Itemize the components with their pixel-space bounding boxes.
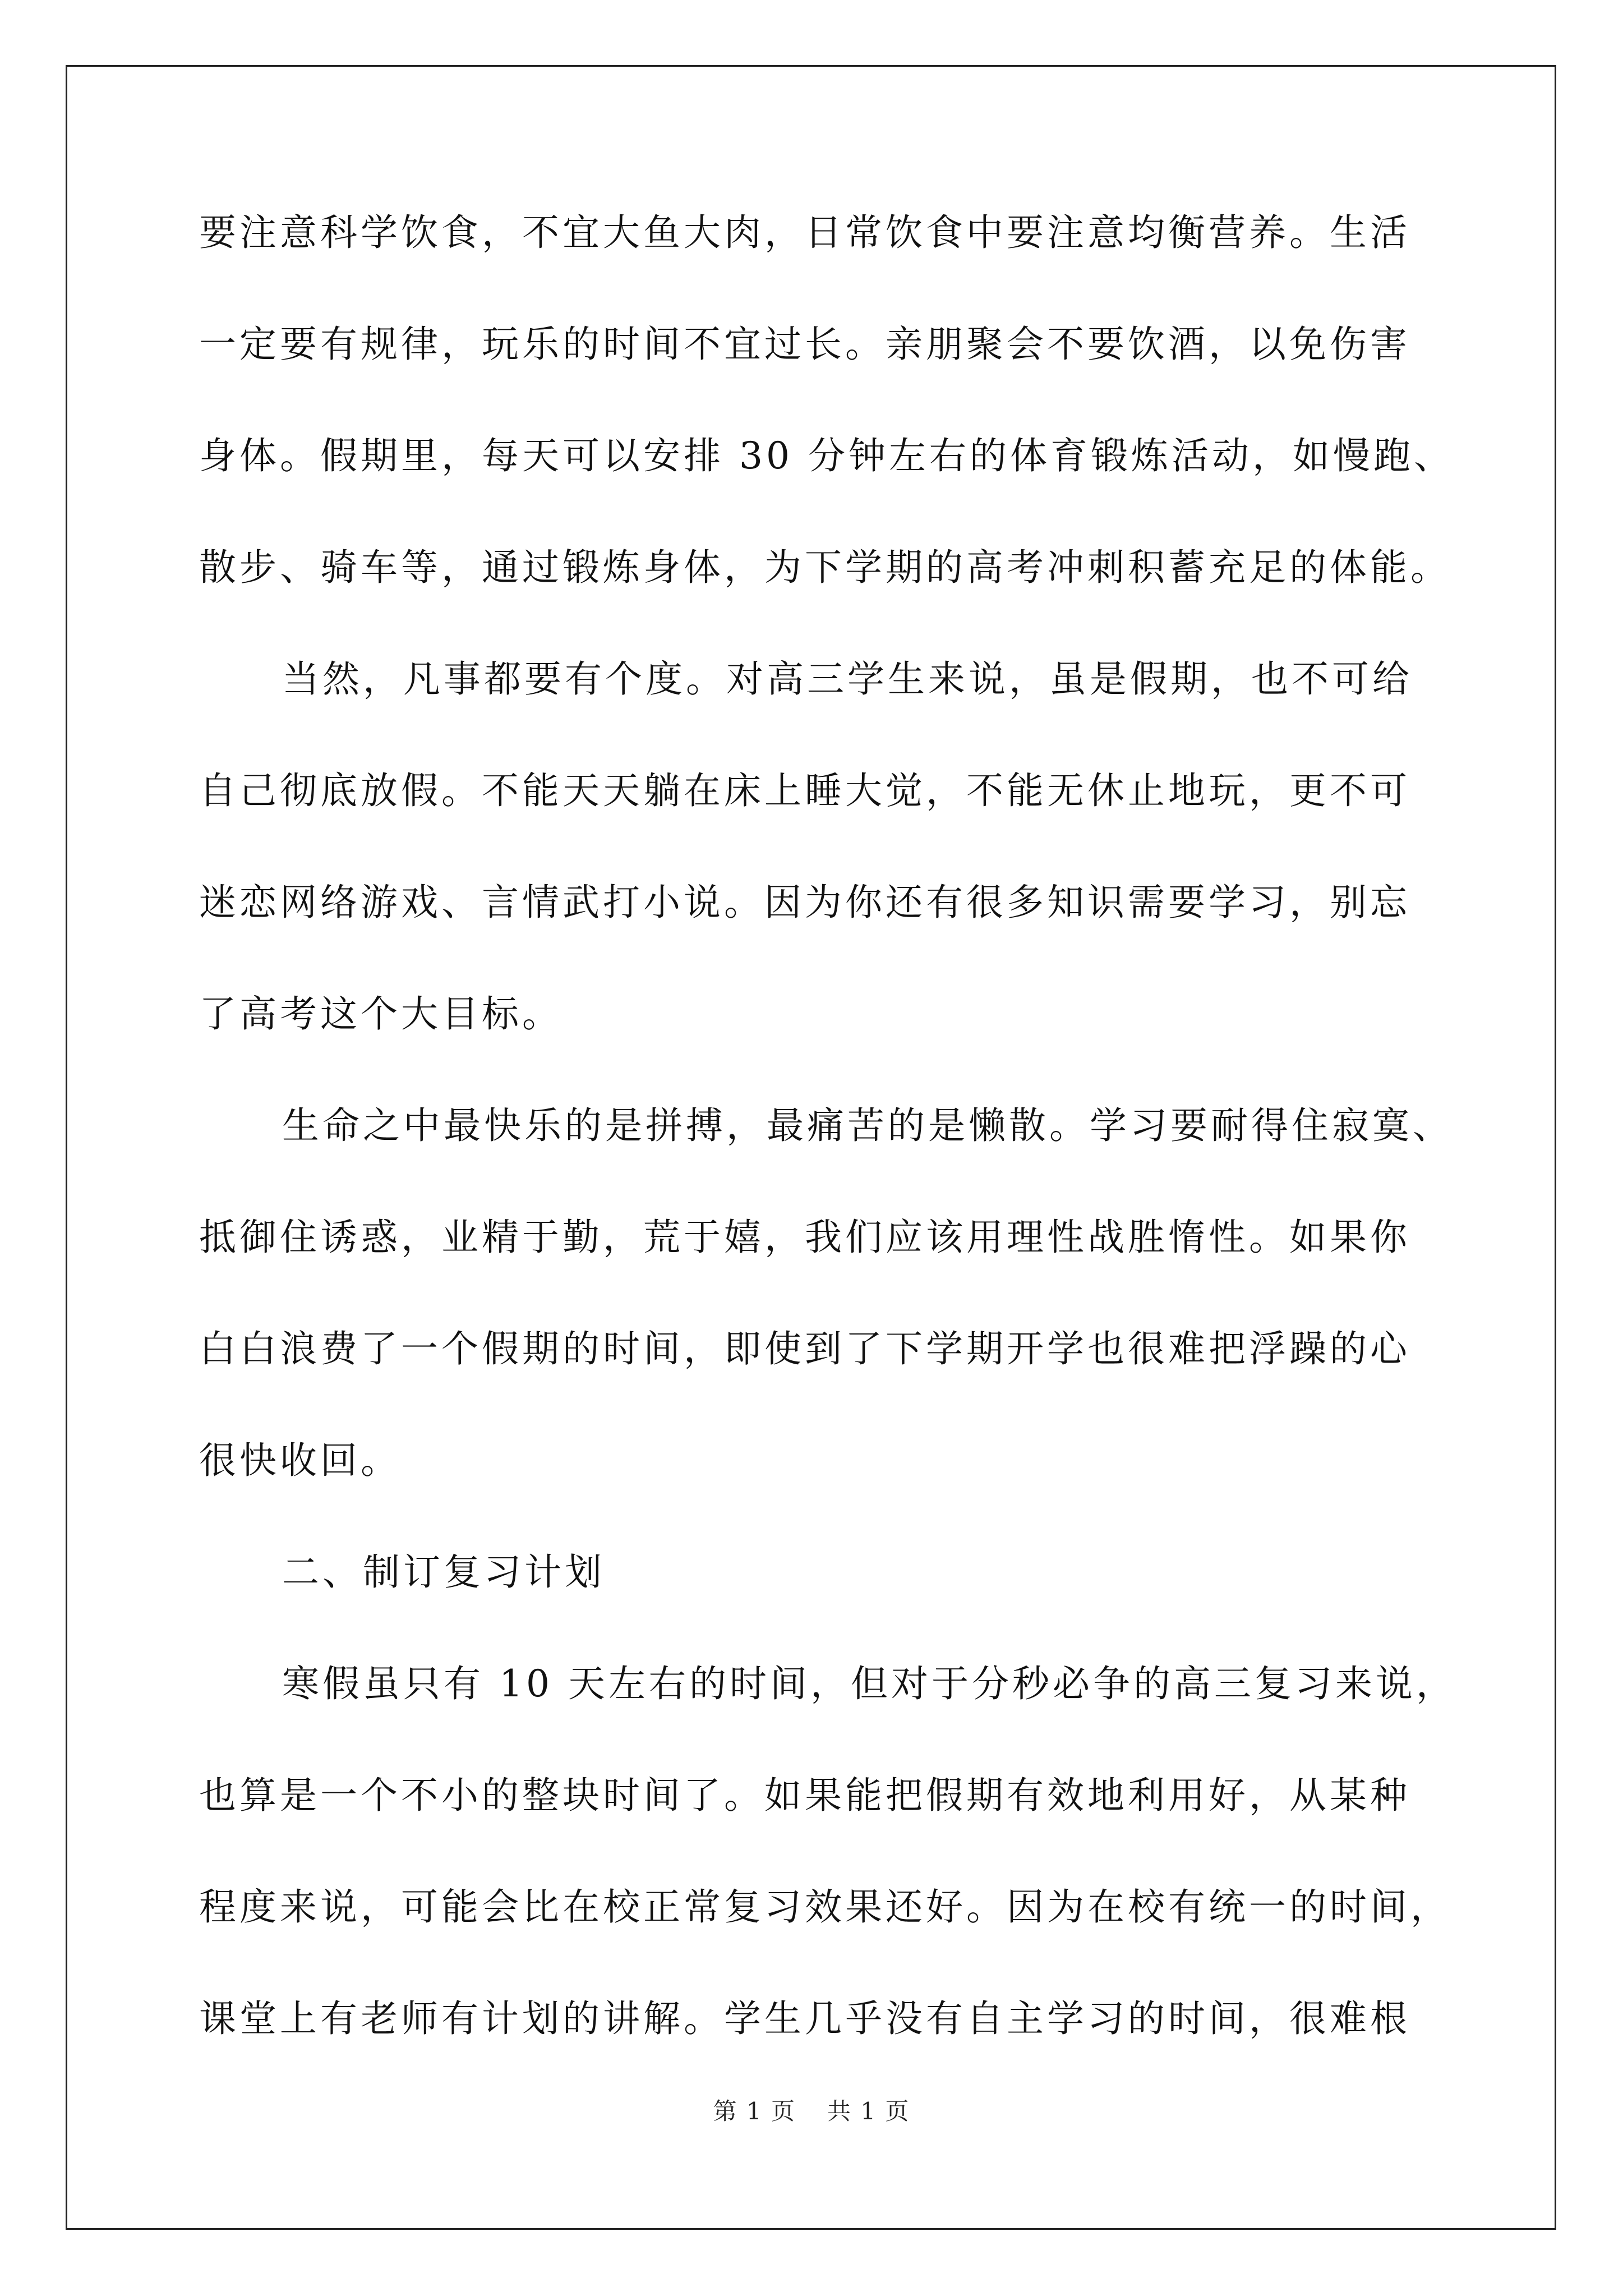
text-line: 一定要有规律，玩乐的时间不宜过长。亲朋聚会不要饮酒，以免伤害 [199,323,1410,366]
paragraph-first-line: 生命之中最快乐的是拼搏，最痛苦的是懒散。学习要耐得住寂寞、 [282,1104,1453,1147]
text-line: 身体。假期里，每天可以安排 30 分钟左右的体育锻炼活动，如慢跑、 [199,434,1454,477]
page-footer [0,2093,1623,2127]
text-line: 要注意科学饮食，不宜大鱼大肉，日常饮食中要注意均衡营养。生活 [199,211,1410,254]
page-number: 第 1 页 [713,2097,796,2125]
paragraph-first-line: 当然，凡事都要有个度。对高三学生来说，虽是假期，也不可给 [282,657,1413,701]
text-line: 散步、骑车等，通过锻炼身体，为下学期的高考冲刺积蓄充足的体能。 [199,546,1451,589]
text-line: 很快收回。 [199,1439,401,1482]
text-line: 了高考这个大目标。 [199,992,562,1036]
text-line: 程度来说，可能会比在校正常复习效果还好。因为在校有统一的时间， [199,1885,1451,1929]
section-heading: 二、制订复习计划 [282,1550,605,1594]
text-line: 迷恋网络游戏、言情武打小说。因为你还有很多知识需要学习，别忘 [199,881,1410,924]
paragraph-first-line: 寒假虽只有 10 天左右的时间，但对于分秒必争的高三复习来说， [282,1662,1456,1705]
page-total: 共 1 页 [827,2097,910,2125]
text-line: 也算是一个不小的整块时间了。如果能把假期有效地利用好，从某种 [199,1774,1410,1817]
text-line: 自己彻底放假。不能天天躺在床上睡大觉，不能无休止地玩，更不可 [199,769,1410,812]
text-line: 抵御住诱惑，业精于勤，荒于嬉，我们应该用理性战胜惰性。如果你 [199,1216,1410,1259]
text-line: 白白浪费了一个假期的时间，即使到了下学期开学也很难把浮躁的心 [199,1327,1410,1370]
text-line: 课堂上有老师有计划的讲解。学生几乎没有自主学习的时间，很难根 [199,1997,1410,2040]
